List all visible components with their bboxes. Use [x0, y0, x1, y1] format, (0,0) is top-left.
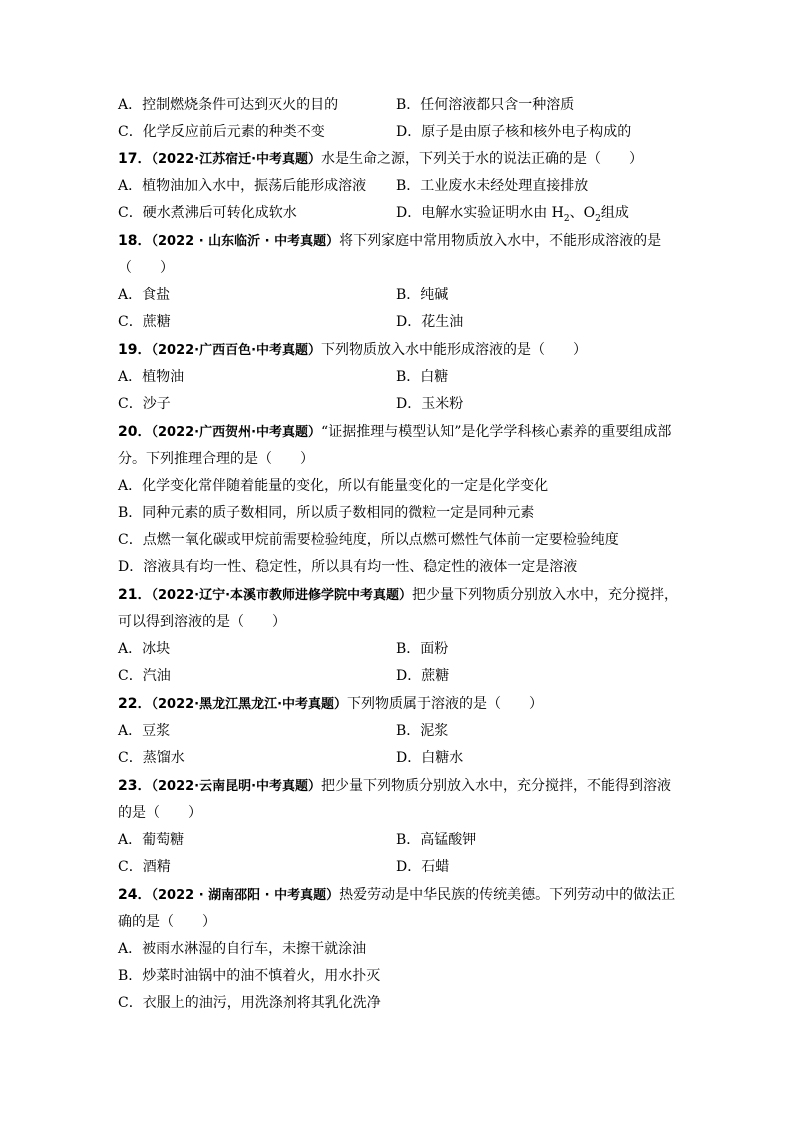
q22-source: （2022·黑龙江黑龙江·中考真题）: [151, 697, 348, 712]
q20-option-a: A．化学变化常伴随着能量的变化，所以有能量变化的一定是化学变化: [118, 478, 549, 494]
q23-option-a: A．葡萄糖: [118, 832, 185, 848]
q24-option-c: C．衣服上的油污，用洗涤剂将其乳化洗净: [118, 995, 381, 1011]
q18-stem: [118, 232, 661, 251]
q21-number: 21．: [118, 587, 152, 603]
q24-number: 24．: [118, 887, 152, 903]
q23-text: 把少量下列物质分别放入水中，充分搅拌，不能得到溶液: [321, 778, 672, 794]
q18-number: 18．: [118, 233, 152, 249]
q17-option-d-sub2: 2: [595, 213, 601, 224]
q20-stem-continued: 分。下列推理合理的是（ ）: [118, 451, 314, 467]
q22-option-d: D．白糖水: [396, 750, 464, 766]
q23-option-c: C．酒精: [118, 859, 171, 875]
q17-source: （2022·江苏宿迁·中考真题）: [151, 152, 322, 167]
q16-option-c: C．化学反应前后元素的种类不变: [118, 124, 325, 140]
q18-option-d: D．花生油: [396, 314, 464, 330]
q22-number: 22．: [118, 696, 152, 712]
q24-stem-continued: 确的是（ ）: [118, 914, 216, 930]
q20-option-b: B．同种元素的质子数相同，所以质子数相同的微粒一定是同种元素: [118, 505, 535, 521]
q21-text: 把少量下列物质分别放入水中，充分搅拌，: [412, 587, 679, 603]
q23-number: 23．: [118, 778, 152, 794]
q16-option-d: D．原子是由原子核和核外电子构成的: [396, 124, 632, 140]
q24-source: （2022 · 湖南邵阳 · 中考真题）: [151, 888, 340, 903]
q17-text: 水是生命之源，下列关于水的说法正确的是（ ）: [321, 151, 644, 167]
q23-source: （2022·云南昆明·中考真题）: [151, 779, 322, 794]
q19-source: （2022·广西百色·中考真题）: [151, 343, 322, 358]
q24-stem: [118, 886, 675, 905]
q19-option-c: C．沙子: [118, 396, 171, 412]
q21-stem-continued: 可以得到溶液的是（ ）: [118, 614, 286, 630]
q22-text: 下列物质属于溶液的是（ ）: [347, 696, 544, 712]
q24-text: 热爱劳动是中华民族的传统美德。下列劳动中的做法正: [339, 887, 676, 903]
q17-option-d-mid: 、O: [569, 205, 596, 221]
q22-option-b: B．泥浆: [396, 723, 449, 739]
q21-option-b: B．面粉: [396, 641, 449, 657]
q19-text: 下列物质放入水中能形成溶液的是（ ）: [321, 342, 588, 358]
q17-option-c: C．硬水煮沸后可转化成软水: [118, 205, 297, 221]
q20-option-d: D．溶液具有均一性、稳定性，所以具有均一性、稳定性的液体一定是溶液: [118, 559, 578, 575]
q20-option-c: C．点燃一氧化碳或甲烷前需要检验纯度，所以点燃可燃性气体前一定要检验纯度: [118, 532, 619, 548]
q19-option-a: A．植物油: [118, 369, 185, 385]
q20-source: （2022·广西贺州·中考真题）: [151, 425, 322, 440]
q20-stem: [118, 423, 671, 442]
q21-stem: [118, 586, 678, 605]
q17-stem: [118, 150, 643, 169]
q19-option-b: B．白糖: [396, 369, 449, 385]
q21-source: （2022·辽宁·本溪市教师进修学院中考真题）: [151, 588, 413, 603]
q17-option-d-post: 组成: [600, 205, 629, 221]
q22-option-c: C．蒸馏水: [118, 750, 185, 766]
q24-option-b: B．炒菜时油锅中的油不慎着火，用水扑灭: [118, 968, 381, 984]
q17-number: 17．: [118, 151, 152, 167]
q21-option-d: D．蔗糖: [396, 668, 450, 684]
q23-stem-continued: 的是（ ）: [118, 805, 202, 821]
q22-option-a: A．豆浆: [118, 723, 171, 739]
q17-option-d-pre: D．电解水实验证明水由 H: [396, 205, 564, 221]
q18-option-b: B．纯碱: [396, 287, 449, 303]
q20-number: 20．: [118, 424, 152, 440]
q17-option-d: [396, 204, 629, 222]
q20-text: “证据推理与模型认知”是化学学科核心素养的重要组成部: [321, 424, 672, 440]
q23-option-b: B．高锰酸钾: [396, 832, 477, 848]
q17-option-a: A．植物油加入水中，振荡后能形成溶液: [118, 178, 367, 194]
q23-stem: [118, 777, 671, 796]
q19-number: 19．: [118, 342, 152, 358]
q18-text: 将下列家庭中常用物质放入水中，不能形成溶液的是: [339, 233, 662, 249]
q18-stem-continued: （ ）: [118, 260, 174, 276]
q18-option-a: A．食盐: [118, 287, 171, 303]
q22-stem: [118, 695, 543, 714]
q19-stem: [118, 341, 587, 360]
q16-option-a: A．控制燃烧条件可达到灭火的目的: [118, 97, 339, 113]
q17-option-b: B．工业废水未经处理直接排放: [396, 178, 589, 194]
q23-option-d: D．石蜡: [396, 859, 450, 875]
q24-option-a: A．被雨水淋湿的自行车，未擦干就涂油: [118, 941, 367, 957]
q18-option-c: C．蔗糖: [118, 314, 171, 330]
q18-source: （2022 · 山东临沂 · 中考真题）: [151, 234, 340, 249]
q17-option-d-sub1: 2: [563, 213, 570, 224]
q16-option-b: B．任何溶液都只含一种溶质: [396, 97, 575, 113]
q19-option-d: D．玉米粉: [396, 396, 464, 412]
q21-option-a: A．冰块: [118, 641, 171, 657]
q21-option-c: C．汽油: [118, 668, 171, 684]
